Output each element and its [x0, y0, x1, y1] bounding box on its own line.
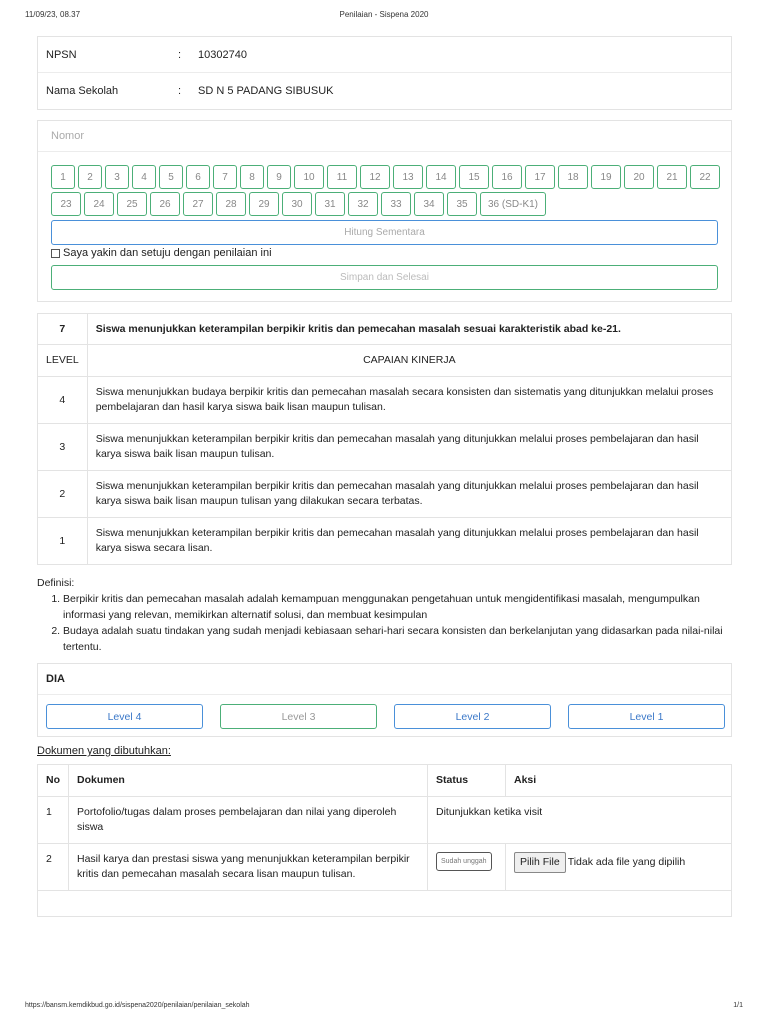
colon: : [178, 48, 182, 61]
dia-card [37, 663, 732, 737]
row-number: 1 [38, 797, 69, 844]
number-button-15[interactable]: 15 [459, 165, 489, 189]
number-button-11[interactable]: 11 [327, 165, 357, 189]
hitung-sementara-button[interactable]: Hitung Sementara [51, 220, 718, 245]
school-info-card [37, 36, 732, 110]
number-button-24[interactable]: 24 [84, 192, 114, 216]
number-button-36-sd-k1[interactable]: 36 (SD-K1) [480, 192, 546, 216]
row-document: Hasil karya dan prestasi siswa yang menunjukkan keterampilan berpikir kritis dan pemecahan masalah secara lisan maupun tulisan. [69, 844, 428, 891]
capaian-kinerja-header: CAPAIAN KINERJA [87, 345, 731, 377]
sudah-unggah-button[interactable]: Sudah unggah [436, 852, 492, 871]
number-button-10[interactable]: 10 [294, 165, 324, 189]
row-document: Portofolio/tugas dalam proses pembelajaran dan nilai yang diperoleh siswa [69, 797, 428, 844]
level-row [38, 377, 732, 424]
criteria-header-row [38, 314, 732, 345]
number-button-2[interactable]: 2 [78, 165, 102, 189]
number-button-12[interactable]: 12 [360, 165, 390, 189]
level-2-button[interactable]: Level 2 [394, 704, 551, 729]
empty-row [38, 891, 732, 917]
criteria-statement: Siswa menunjukkan keterampilan berpikir kritis dan pemecahan masalah sesuai karakteristik abad ke-21. [87, 314, 731, 345]
level-row [38, 471, 732, 518]
number-button-26[interactable]: 26 [150, 192, 180, 216]
level-row [38, 518, 732, 565]
number-button-6[interactable]: 6 [186, 165, 210, 189]
dokumen-header-row [38, 765, 732, 797]
level-number: 3 [38, 424, 88, 471]
number-button-16[interactable]: 16 [492, 165, 522, 189]
definisi-item: 1. Berpikir kritis dan pemecahan masalah adalah kemampuan menggunakan pengetahuan untuk mengidentifikasi masalah, mengumpulkan informasi yang relevan, memikirkan alternatif solusi, dan membuat kesimpulan [63, 591, 737, 623]
npsn-label: NPSN [46, 48, 77, 61]
number-button-22[interactable]: 22 [690, 165, 720, 189]
number-button-1[interactable]: 1 [51, 165, 75, 189]
number-button-21[interactable]: 21 [657, 165, 687, 189]
criteria-number: 7 [38, 314, 88, 345]
number-button-4[interactable]: 4 [132, 165, 156, 189]
level-header: LEVEL [38, 345, 88, 377]
dokumen-title: Dokumen yang dibutuhkan: [37, 745, 171, 757]
aksi-header: Aksi [506, 765, 732, 797]
school-name-value: SD N 5 PADANG SIBUSUK [198, 85, 334, 97]
number-button-8[interactable]: 8 [240, 165, 264, 189]
agree-checkbox[interactable] [51, 249, 60, 258]
row-aksi: Ditunjukkan ketika visit [428, 797, 732, 844]
colon: : [178, 85, 182, 97]
file-status-text: Tidak ada file yang dipilih [567, 856, 686, 868]
level-header-row [38, 345, 732, 377]
level-description: Siswa menunjukkan budaya berpikir kritis dan pemecahan masalah secara konsisten dan sistematis yang ditunjukkan melalui proses pembelajaran dan hasil karya siswa baik lisan maupun tulisan. [87, 377, 731, 424]
definisi-section [37, 575, 737, 655]
pilih-file-button[interactable]: Pilih File [514, 852, 566, 873]
definisi-title: Definisi: [37, 577, 75, 589]
number-button-35[interactable]: 35 [447, 192, 477, 216]
number-button-32[interactable]: 32 [348, 192, 378, 216]
empty-cell [38, 891, 732, 917]
level-1-button[interactable]: Level 1 [568, 704, 725, 729]
level-number: 2 [38, 471, 88, 518]
number-button-27[interactable]: 27 [183, 192, 213, 216]
definisi-list [37, 591, 737, 655]
row-aksi [506, 844, 732, 891]
number-button-14[interactable]: 14 [426, 165, 456, 189]
number-button-13[interactable]: 13 [393, 165, 423, 189]
row-number: 2 [38, 844, 69, 891]
table-row [38, 844, 732, 891]
level-description: Siswa menunjukkan keterampilan berpikir kritis dan pemecahan masalah yang ditunjukkan melalui proses pembelajaran dan hasil karya siswa baik lisan maupun tulisan yang dilakukan secara terbatas. [87, 471, 731, 518]
level-3-button[interactable]: Level 3 [220, 704, 377, 729]
row-status [428, 844, 506, 891]
criteria-table [37, 313, 732, 565]
school-name-label: Nama Sekolah [46, 85, 119, 97]
print-page-number: 1/1 [733, 1002, 743, 1009]
number-button-33[interactable]: 33 [381, 192, 411, 216]
dokumen-header: Dokumen [69, 765, 428, 797]
number-button-17[interactable]: 17 [525, 165, 555, 189]
number-button-5[interactable]: 5 [159, 165, 183, 189]
number-button-29[interactable]: 29 [249, 192, 279, 216]
agree-label: Saya yakin dan setuju dengan penilaian ini [63, 247, 272, 259]
number-button-7[interactable]: 7 [213, 165, 237, 189]
dia-title: DIA [38, 664, 731, 695]
npsn-row [38, 37, 731, 73]
number-button-20[interactable]: 20 [624, 165, 654, 189]
number-button-3[interactable]: 3 [105, 165, 129, 189]
number-button-23[interactable]: 23 [51, 192, 81, 216]
level-number: 1 [38, 518, 88, 565]
number-row-2 [51, 192, 721, 216]
number-button-9[interactable]: 9 [267, 165, 291, 189]
number-grid [51, 165, 721, 219]
table-row [38, 797, 732, 844]
print-url: https://bansm.kemdikbud.go.id/sispena2020/penilaian/penilaian_sekolah [25, 1002, 250, 1009]
level-4-button[interactable]: Level 4 [46, 704, 203, 729]
level-description: Siswa menunjukkan keterampilan berpikir kritis dan pemecahan masalah yang ditunjukkan melalui proses pembelajaran dan hasil karya siswa baik lisan maupun tulisan. [87, 424, 731, 471]
number-button-31[interactable]: 31 [315, 192, 345, 216]
print-date: 11/09/23, 08.37 [25, 10, 81, 19]
agree-row[interactable] [51, 245, 272, 261]
number-button-34[interactable]: 34 [414, 192, 444, 216]
number-button-30[interactable]: 30 [282, 192, 312, 216]
number-button-18[interactable]: 18 [558, 165, 588, 189]
level-row [38, 424, 732, 471]
status-header: Status [428, 765, 506, 797]
print-title: Penilaian - Sispena 2020 [339, 10, 429, 19]
dia-level-buttons [46, 704, 725, 729]
no-header: No [38, 765, 69, 797]
number-button-19[interactable]: 19 [591, 165, 621, 189]
school-name-row [38, 73, 731, 109]
number-row-1 [51, 165, 721, 189]
nomor-title: Nomor [38, 121, 731, 152]
simpan-selesai-button[interactable]: Simpan dan Selesai [51, 265, 718, 290]
dokumen-table [37, 764, 732, 917]
definisi-item: 2. Budaya adalah suatu tindakan yang sudah menjadi kebiasaan sehari-hari secara konsisten dan berkelanjutan yang didasarkan pada nilai-nilai tertentu. [63, 623, 737, 655]
number-button-28[interactable]: 28 [216, 192, 246, 216]
level-number: 4 [38, 377, 88, 424]
nomor-card [37, 120, 732, 302]
level-description: Siswa menunjukkan keterampilan berpikir kritis dan pemecahan masalah yang ditunjukkan melalui proses pembelajaran dan hasil karya siswa secara lisan. [87, 518, 731, 565]
npsn-value: 10302740 [198, 48, 247, 61]
number-button-25[interactable]: 25 [117, 192, 147, 216]
